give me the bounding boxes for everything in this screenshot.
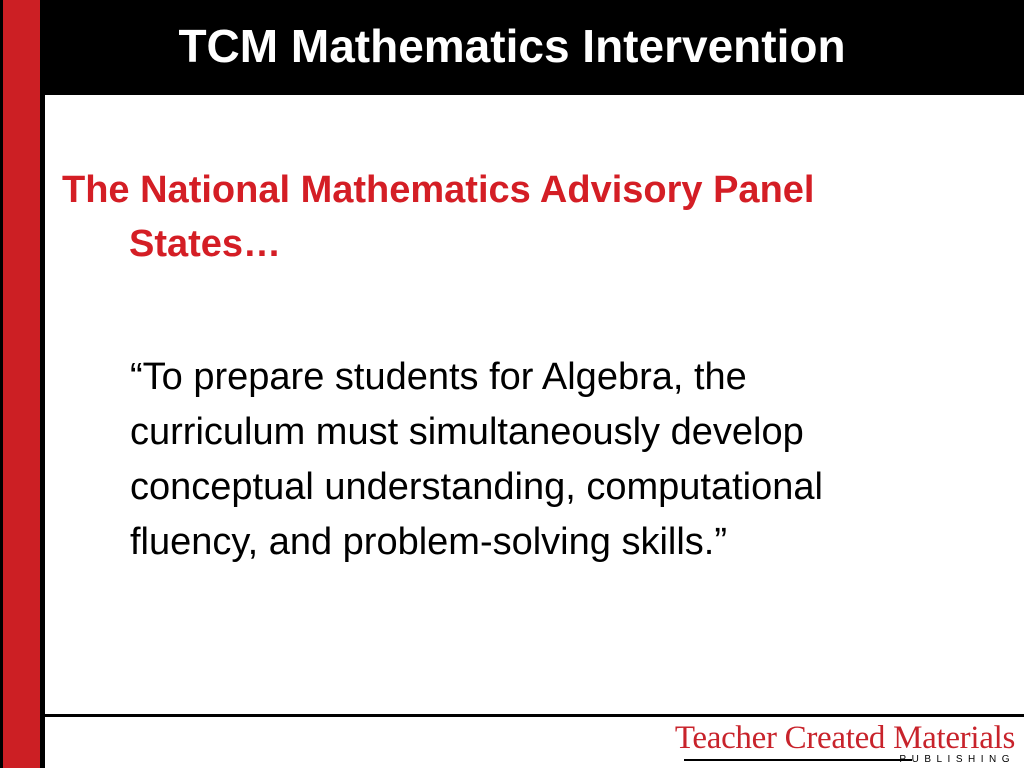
publisher-logo xyxy=(630,720,1015,766)
publisher-name: Teacher Created Materials xyxy=(674,720,1015,756)
quote-line: fluency, and problem-solving skills.” xyxy=(130,521,727,563)
slide-heading-line-1: The National Mathematics Advisory Panel xyxy=(62,169,815,211)
quote-line: curriculum must simultaneously develop xyxy=(130,411,804,453)
left-side-bar xyxy=(0,0,45,768)
publisher-subtitle: PUBLISHING xyxy=(899,754,1015,765)
publisher-logo-rule xyxy=(684,759,912,761)
left-side-bar-red-stripe xyxy=(3,0,40,768)
footer-divider xyxy=(45,714,1024,717)
slide-title: TCM Mathematics Intervention xyxy=(178,20,846,72)
slide-heading-line-2: States… xyxy=(129,223,282,265)
quote-line: “To prepare students for Algebra, the xyxy=(130,356,747,398)
quote-block xyxy=(130,350,1000,570)
quote-line: conceptual understanding, computational xyxy=(130,466,823,508)
slide-heading xyxy=(62,163,982,271)
